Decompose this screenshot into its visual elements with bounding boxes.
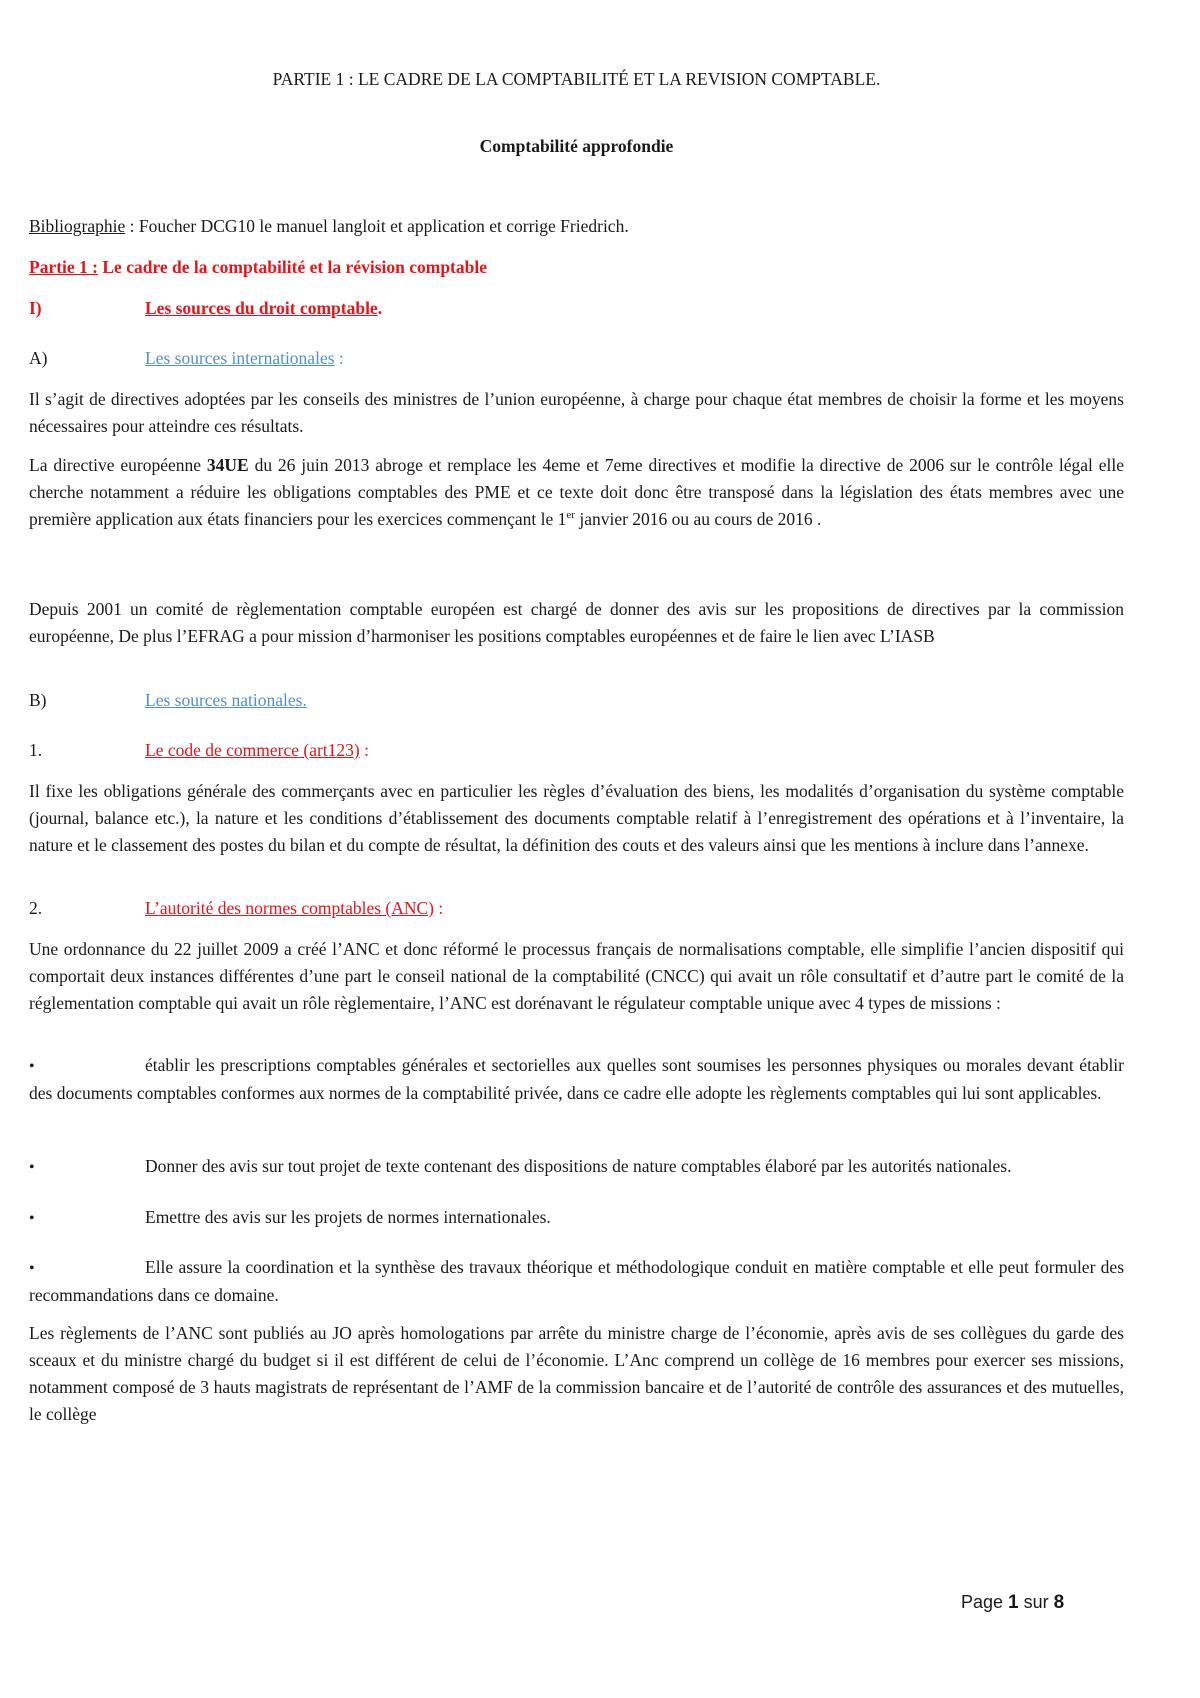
section-b-title: Les sources nationales. <box>145 690 307 710</box>
item-2-heading <box>29 895 1124 922</box>
paragraph-a3: Depuis 2001 un comité de règlementation comptable européen est chargé de donner des avis sur les propositions de directives par la commission européenne, De plus l’EFRAG a pour mission d’harmoniser les positions comptables européennes et de faire le lien avec L’IASB <box>29 599 1124 646</box>
item-2-suffix: : <box>434 898 444 918</box>
item-1-suffix: : <box>359 740 369 760</box>
section-1-number: I) <box>29 298 42 318</box>
item-1-number: 1. <box>29 740 43 760</box>
page-label: Page <box>961 1592 1009 1612</box>
sur-label: sur <box>1018 1592 1054 1612</box>
section-a-title: Les sources internationales <box>145 348 335 368</box>
section-1-suffix: . <box>377 298 383 318</box>
page-total: 8 <box>1053 1592 1065 1613</box>
item-2-title: L’autorité des normes comptables (ANC) <box>145 898 435 918</box>
bullet-item <box>29 1153 1124 1181</box>
section-b-heading <box>29 687 1124 714</box>
paragraph-b1: Il fixe les obligations générale des commerçants avec en particulier les règles d’évaluation des biens, les modalités d’organisation du système comptable (journal, balance etc.), la nature et les conditions d’établissement des documents comptable relatif à l’enregistrement des opérations et à l’inventaire, la nature et le classement des postes du bilan et du compte de résultat, la définition des couts et des valeurs ainsi que les mentions à inclure dans l’annexe. <box>29 781 1124 855</box>
section-b-number: B) <box>29 690 47 710</box>
bullet-text: Donner des avis sur tout projet de texte contenant des dispositions de nature comptables élaboré par les autorités nationales. <box>145 1156 1012 1176</box>
paragraph-b3: Les règlements de l’ANC sont publiés au JO après homologations par arrête du ministre charge de l’économie, après avis de ses collègues du garde des sceaux et du ministre chargé du budget si il est différent de celui de l’économie. L’Anc comprend un collège de 16 membres pour exercer ses missions, notamment composé de 3 hauts magistrats de représentant de l’AMF de la commission bancaire et de l’autorité de contrôle des assurances et des mutuelles, le collège <box>29 1323 1124 1424</box>
item-1-heading <box>29 737 1124 764</box>
paragraph-a2-mid: du 26 juin 2013 abroge et remplace les 4eme et 7eme directives et modifie la directive de 2006 sur le contrôle légal elle cherche notamment a réduire les obligations comptables des PME et ce texte doit donc être transposé dans la législation des états membres avec une première application aux états financiers pour les exercices commençant le 1 <box>29 455 1124 529</box>
paragraph-a1: Il s’agit de directives adoptées par les conseils des ministres de l’union européenne, à charge pour chaque état membres de choisir la forme et les moyens nécessaires pour atteindre ces résultats. <box>29 389 1124 436</box>
section-a-heading <box>29 345 1124 372</box>
paragraph-a2-post: janvier 2016 ou au cours de 2016 . <box>574 509 822 529</box>
subtitle: Comptabilité approfondie <box>479 136 674 156</box>
bullet-icon: • <box>29 1260 35 1277</box>
page-number: 1 <box>1008 1592 1019 1613</box>
main-title: PARTIE 1 : LE CADRE DE LA COMPTABILITÉ ET LA REVISION COMPTABLE. <box>272 69 881 89</box>
bullet-item <box>29 1052 1124 1107</box>
bullet-text: Elle assure la coordination et la synthèse des travaux théorique et méthodologique conduit en matière comptable et elle peut formuler des recommandations dans ce domaine. <box>29 1257 1124 1305</box>
bullet-icon: • <box>29 1210 35 1227</box>
page-footer <box>961 1592 1064 1614</box>
bullet-text: établir les prescriptions comptables générales et sectorielles aux quelles sont soumises les personnes physiques ou morales devant établir des documents comptables conformes aux normes de la comptabilité privée, dans ce cadre elle adopte les règlements comptables qui lui sont applicables. <box>29 1055 1124 1103</box>
bullet-icon: • <box>29 1159 35 1176</box>
directive-number: 34UE <box>206 455 249 475</box>
section-a-suffix: : <box>334 348 344 368</box>
section-1-title: Les sources du droit comptable <box>145 298 378 318</box>
bullet-text: Emettre des avis sur les projets de normes internationales. <box>145 1207 551 1227</box>
bullet-item <box>29 1204 1124 1232</box>
superscript-er: er <box>566 509 575 522</box>
bibliography-label: Bibliographie <box>29 216 126 236</box>
bibliography <box>29 213 1124 240</box>
part-label: Partie 1 : <box>29 257 98 277</box>
part-title: Le cadre de la comptabilité et la révision comptable <box>98 257 487 277</box>
section-1-heading <box>29 295 1124 322</box>
paragraph-a2-pre: La directive européenne <box>29 455 207 475</box>
paragraph-b2: Une ordonnance du 22 juillet 2009 a créé l’ANC et donc réformé le processus français de normalisations comptable, elle simplifie l’ancien dispositif qui comportait deux instances différentes d’une part le conseil national de la comptabilité (CNCC) qui avait un rôle consultatif et d’autre part le comité de la réglementation comptable qui avait un rôle règlementaire, l’ANC est dorénavant le régulateur comptable unique avec 4 types de missions : <box>29 939 1124 1013</box>
item-2-number: 2. <box>29 898 43 918</box>
item-1-title: Le code de commerce (art123) <box>145 740 360 760</box>
bullet-item <box>29 1254 1124 1309</box>
section-a-number: A) <box>29 348 48 368</box>
bullet-icon: • <box>29 1058 35 1075</box>
part-heading <box>29 254 1124 281</box>
bibliography-text: : Foucher DCG10 le manuel langloit et application et corrige Friedrich. <box>125 216 629 236</box>
paragraph-a2 <box>29 452 1124 533</box>
